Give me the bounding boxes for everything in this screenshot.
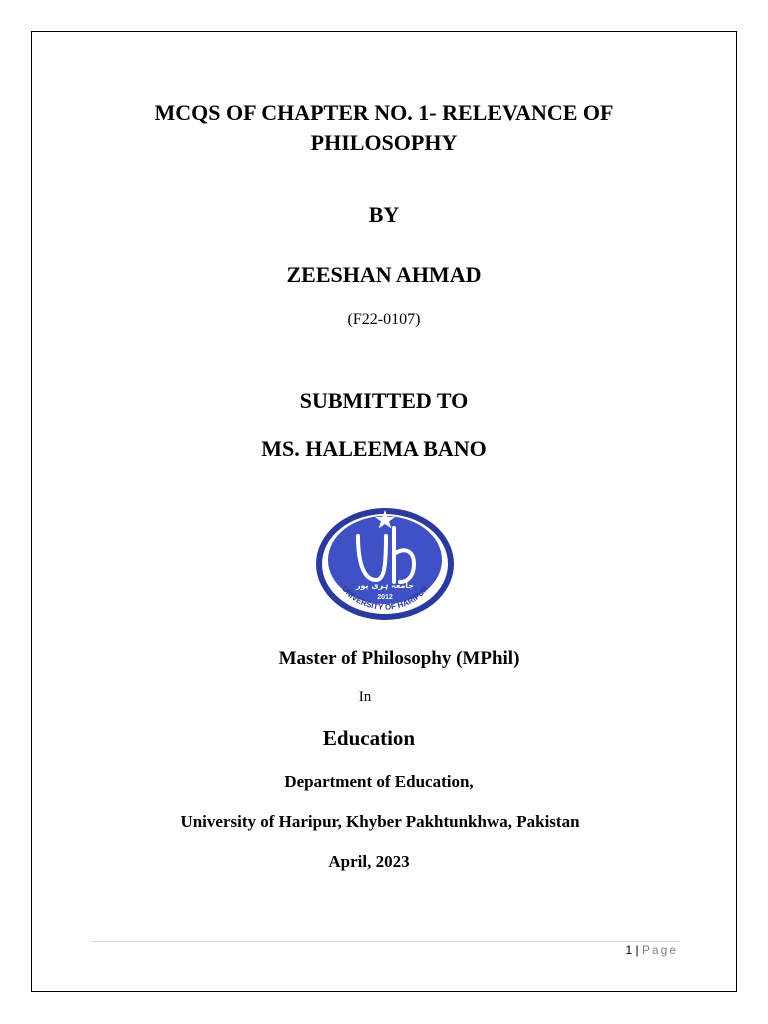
document-title [32, 98, 736, 158]
footer-divider [91, 941, 680, 942]
by-label: BY [368, 202, 400, 227]
logo-year: 2012 [377, 594, 393, 601]
university-logo [314, 506, 456, 622]
page-word: Page [641, 943, 678, 957]
submitted-to-label: SUBMITTED TO [299, 388, 469, 413]
footer-separator: | [635, 943, 639, 957]
submission-date: April, 2023 [328, 852, 410, 871]
university-name: University of Haripur, Khyber Pakhtunkhwa, Pakistan [180, 812, 580, 831]
title-line-2: PHILOSOPHY [310, 130, 458, 155]
author-name: ZEESHAN AHMAD [286, 262, 482, 287]
logo-urdu-text: جامعہ ہری پور [355, 581, 415, 590]
page-number: 1 [625, 943, 633, 957]
field-of-study: Education [322, 726, 416, 750]
department-name: Department of Education, [284, 772, 474, 791]
supervisor-name: MS. HALEEMA BANO [261, 436, 487, 461]
title-line-1: MCQS OF CHAPTER NO. 1- RELEVANCE OF [154, 100, 614, 125]
document-page [31, 31, 737, 992]
logo-ring-text: UNIVERSITY OF HARIPUR [339, 584, 431, 612]
registration-number: (F22-0107) [347, 311, 421, 328]
page-footer [625, 943, 678, 957]
degree-title: Master of Philosophy (MPhil) [278, 648, 520, 669]
in-label: In [358, 689, 372, 705]
